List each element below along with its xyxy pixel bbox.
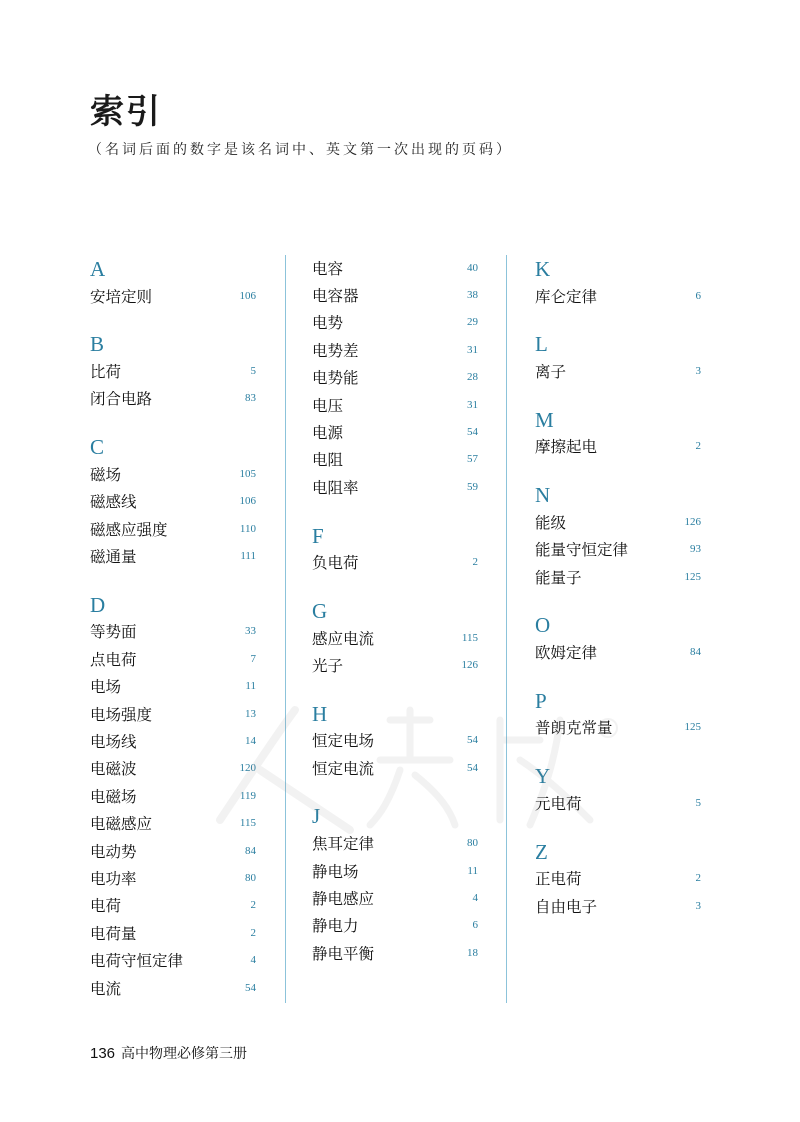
index-entry	[90, 892, 256, 919]
index-term: 磁通量	[90, 548, 137, 567]
index-page-number: 54	[467, 734, 478, 747]
index-term: 摩擦起电	[535, 438, 598, 457]
index-term: 电场线	[90, 732, 137, 751]
index-letter-heading: K	[535, 257, 551, 281]
index-letter-heading: J	[312, 804, 321, 829]
index-page-number: 4	[472, 891, 478, 904]
index-letter-heading: A	[90, 257, 106, 281]
index-entry	[312, 912, 478, 939]
index-page-number: 106	[239, 289, 256, 302]
index-letter-heading: D	[90, 592, 106, 617]
index-entry	[312, 391, 478, 418]
index-page-number: 11	[245, 680, 256, 693]
index-page-number: 59	[467, 480, 478, 493]
index-page-number: 28	[467, 371, 478, 384]
index-letter-heading: C	[90, 435, 105, 460]
index-page-number: 40	[467, 261, 478, 274]
index-term: 静电平衡	[312, 944, 375, 963]
index-entry	[535, 357, 701, 384]
index-term: 电势	[312, 314, 344, 333]
index-entry	[90, 673, 256, 700]
index-term: 正电荷	[535, 870, 582, 889]
index-page-number: 33	[245, 625, 256, 638]
index-term: 负电荷	[312, 554, 359, 573]
index-entry	[90, 515, 256, 542]
index-page-number: 120	[239, 762, 256, 775]
index-term: 闭合电路	[90, 390, 153, 409]
index-term: 欧姆定律	[535, 644, 598, 663]
index-page-number: 2	[695, 872, 701, 885]
index-page-number: 80	[467, 837, 478, 850]
index-page-number: 6	[472, 919, 478, 932]
index-term: 静电感应	[312, 889, 375, 908]
index-term: 点电荷	[90, 650, 137, 669]
index-letter-heading: N	[535, 483, 551, 508]
index-group	[90, 331, 256, 412]
index-entry	[90, 864, 256, 891]
index-column-1	[90, 256, 256, 1023]
watermark-logo	[200, 700, 620, 840]
index-page-number: 126	[461, 658, 478, 671]
index-term: 电势能	[312, 369, 359, 388]
index-page-number: 106	[239, 495, 256, 508]
index-group	[535, 331, 701, 384]
index-entry	[535, 508, 701, 535]
index-page-number: 57	[467, 453, 478, 466]
index-page-number: 6	[695, 289, 701, 302]
index-entry	[90, 357, 256, 384]
index-entry	[90, 385, 256, 412]
index-letter-heading: F	[312, 523, 324, 548]
index-term: 能级	[535, 513, 567, 532]
index-term: 电场	[90, 678, 122, 697]
index-letter-heading: Y	[535, 764, 551, 789]
index-term: 电势差	[312, 341, 359, 360]
index-group	[312, 254, 478, 501]
index-entry	[535, 638, 701, 665]
page-subtitle: （名词后面的数字是该名词中、英文第一次出现的页码）	[88, 142, 513, 158]
index-entry	[312, 624, 478, 651]
index-group	[90, 434, 256, 570]
index-page-number: 119	[239, 789, 256, 802]
index-term: 电阻	[312, 451, 344, 470]
index-letter-heading: Z	[535, 839, 548, 864]
index-term: 能量子	[535, 568, 582, 587]
index-page-number: 14	[245, 734, 256, 747]
index-page-number: 125	[684, 721, 701, 734]
index-term: 磁感线	[90, 493, 137, 512]
book-title: 高中物理必修第三册	[121, 1046, 248, 1062]
index-entry	[312, 336, 478, 363]
index-page-number: 13	[245, 707, 256, 720]
index-entry	[312, 281, 478, 308]
index-column-2	[312, 254, 478, 988]
index-term: 库仑定律	[535, 287, 598, 306]
index-term: 自由电子	[535, 897, 598, 916]
index-letter-heading: G	[312, 598, 328, 623]
page-title: 索引	[90, 92, 162, 132]
index-page-number: 83	[245, 392, 256, 405]
index-letter-heading: B	[90, 332, 105, 357]
index-entry	[90, 542, 256, 569]
index-page-number: 11	[467, 864, 478, 877]
index-term: 电阻率	[312, 478, 359, 497]
index-page-number: 84	[245, 844, 256, 857]
index-group	[535, 612, 701, 665]
index-page-number: 18	[467, 946, 478, 959]
index-entry	[535, 536, 701, 563]
index-term: 离子	[535, 363, 567, 382]
index-page-number: 5	[695, 796, 701, 809]
index-page-number: 4	[250, 954, 256, 967]
index-entry	[535, 433, 701, 460]
index-entry	[312, 857, 478, 884]
index-term: 安培定则	[90, 287, 153, 306]
index-group	[535, 482, 701, 590]
index-page-number: 2	[695, 440, 701, 453]
index-entry	[312, 651, 478, 678]
index-term: 磁感应强度	[90, 520, 168, 539]
index-term: 元电荷	[535, 794, 582, 813]
index-page-number: 54	[467, 426, 478, 439]
index-entry	[90, 837, 256, 864]
index-entry	[312, 884, 478, 911]
index-term: 电磁波	[90, 760, 137, 779]
index-page-number: 80	[245, 871, 256, 884]
index-term: 磁场	[90, 465, 122, 484]
index-term: 电容	[312, 259, 344, 278]
index-page-number: 126	[684, 515, 701, 528]
index-entry	[90, 460, 256, 487]
index-term: 电源	[312, 424, 344, 443]
index-entry	[312, 309, 478, 336]
index-entry	[312, 418, 478, 445]
index-entry	[90, 974, 256, 1001]
index-term: 感应电流	[312, 629, 375, 648]
index-term: 静电场	[312, 862, 359, 881]
index-page-number: 84	[690, 646, 701, 659]
index-page-number: 5	[250, 365, 256, 378]
index-letter-heading: P	[535, 688, 547, 713]
index-term: 电功率	[90, 869, 137, 888]
index-term: 焦耳定律	[312, 835, 375, 854]
index-page-number: 115	[461, 631, 478, 644]
index-term: 比荷	[90, 363, 122, 382]
index-term: 电荷量	[90, 924, 137, 943]
index-term: 电磁场	[90, 787, 137, 806]
index-letter-heading: O	[535, 613, 551, 638]
index-page-number: 110	[239, 522, 256, 535]
index-entry	[535, 282, 701, 309]
index-term: 电荷	[90, 897, 122, 916]
page-number: 136	[90, 1045, 116, 1062]
index-term: 电流	[90, 979, 122, 998]
index-term: 电场强度	[90, 705, 153, 724]
index-entry	[90, 282, 256, 309]
index-term: 恒定电场	[312, 732, 375, 751]
index-term: 能量守恒定律	[535, 541, 629, 560]
index-entry	[312, 473, 478, 500]
index-term: 恒定电流	[312, 759, 375, 778]
index-page-number: 2	[472, 556, 478, 569]
index-term: 电容器	[312, 287, 359, 306]
index-page-number: 38	[467, 289, 478, 302]
index-term: 等势面	[90, 623, 137, 642]
column-divider	[506, 255, 507, 1003]
index-page-number: 54	[467, 761, 478, 774]
index-page-number: 111	[240, 550, 256, 563]
index-page-number: 115	[239, 817, 256, 830]
index-page-number: 3	[695, 899, 701, 912]
index-entry	[535, 865, 701, 892]
index-letter-heading: M	[535, 407, 554, 432]
index-entry	[535, 892, 701, 919]
index-group	[535, 407, 701, 460]
index-entry	[312, 254, 478, 281]
index-page-number: 7	[250, 652, 256, 665]
index-term: 电动势	[90, 842, 137, 861]
index-term: 电磁感应	[90, 815, 153, 834]
index-entry	[90, 488, 256, 515]
index-group	[90, 256, 256, 309]
page-footer	[90, 1043, 247, 1063]
index-entry	[312, 939, 478, 966]
index-entry	[312, 446, 478, 473]
index-group	[312, 598, 478, 679]
index-page-number: 105	[239, 467, 256, 480]
index-entry	[90, 919, 256, 946]
index-entry	[312, 549, 478, 576]
index-term: 光子	[312, 656, 344, 675]
index-letter-heading: H	[312, 701, 328, 726]
index-letter-heading: L	[535, 332, 548, 357]
index-page-number: 2	[250, 899, 256, 912]
index-term: 普朗克常量	[535, 719, 613, 738]
index-page-number: 31	[467, 343, 478, 356]
index-term: 电荷守恒定律	[90, 952, 184, 971]
index-page-number: 93	[690, 543, 701, 556]
index-entry	[312, 364, 478, 391]
index-page-number: 2	[250, 926, 256, 939]
index-page-number: 31	[467, 398, 478, 411]
column-divider	[285, 255, 286, 1003]
index-term: 电压	[312, 396, 344, 415]
index-group	[535, 256, 701, 309]
index-entry	[90, 645, 256, 672]
index-page-number: 54	[245, 981, 256, 994]
index-page-number: 125	[684, 570, 701, 583]
index-group	[535, 839, 701, 920]
index-entry	[90, 946, 256, 973]
index-page-number: 29	[467, 316, 478, 329]
index-entry	[535, 563, 701, 590]
index-term: 静电力	[312, 917, 359, 936]
index-entry	[90, 618, 256, 645]
index-group	[312, 523, 478, 576]
index-page-number: 3	[695, 365, 701, 378]
